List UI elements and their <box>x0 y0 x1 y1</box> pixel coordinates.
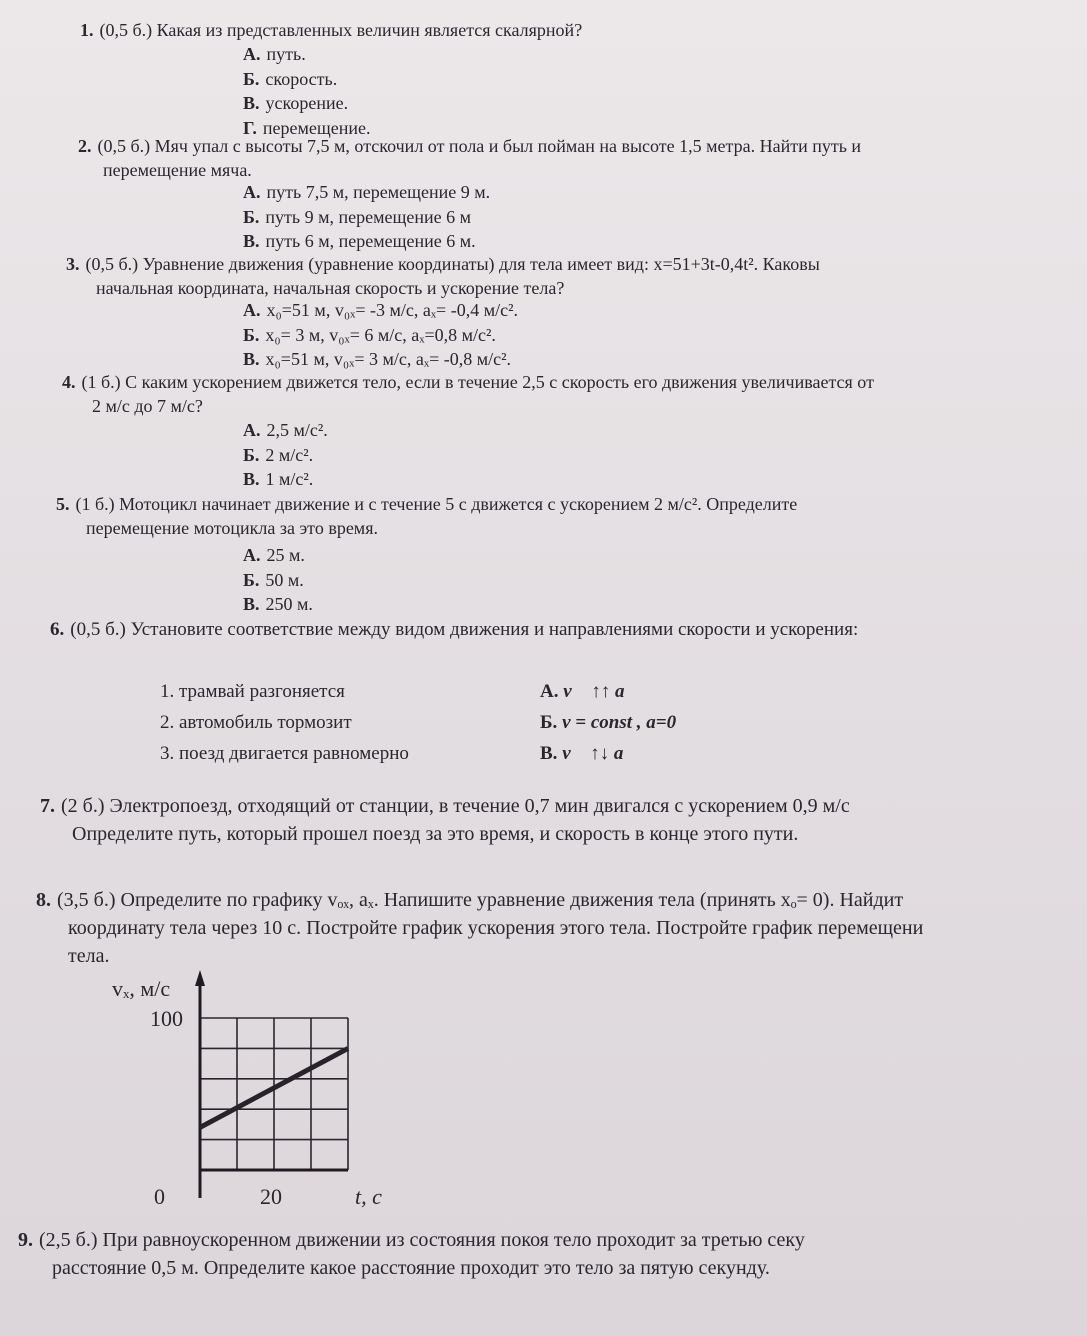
question-8 <box>36 886 923 970</box>
velocity-graph <box>110 960 410 1220</box>
question-text-cont: координату тела через 10 с. Постройте график ускорения этого тела. Постройте график перемещени <box>68 917 924 939</box>
y-tick-label: 100 <box>150 1006 183 1031</box>
question-text-cont: перемещение мотоцикла за это время. <box>86 518 378 538</box>
y-axis-label: vₓ, м/с <box>112 976 171 1001</box>
option[interactable]: А. путь. <box>243 44 306 64</box>
question-text-cont: Определите путь, который прошел поезд за это время, и скорость в конце этого пути. <box>72 823 799 845</box>
question-number: 6. <box>50 619 65 640</box>
question-number: 2. <box>78 136 92 156</box>
question-number: 1. <box>80 20 94 40</box>
grid <box>200 1018 348 1170</box>
origin-label: 0 <box>154 1184 165 1209</box>
question-text: (1 б.) С каким ускорением движется тело, если в течение 2,5 с скорость его движения увеличивается от <box>81 372 874 392</box>
question-number: 4. <box>62 372 76 392</box>
question-9 <box>18 1226 805 1282</box>
question-number: 8. <box>36 889 51 911</box>
question-7 <box>40 792 850 848</box>
question-number: 7. <box>40 795 55 817</box>
option[interactable]: В. ускорение. <box>243 93 349 113</box>
option[interactable]: А. x₀=51 м, v₀ₓ= -3 м/с, aₓ= -0,4 м/с². <box>243 300 518 320</box>
option[interactable]: А. путь 7,5 м, перемещение 9 м. <box>243 182 491 202</box>
question-text: (0,5 б.) Мяч упал с высоты 7,5 м, отскочил от пола и был пойман на высоте 1,5 метра. Найти путь и <box>97 136 862 156</box>
y-axis-arrow <box>195 970 205 986</box>
question-text-cont: перемещение мяча. <box>103 160 252 180</box>
match-item: 1. трамвай разгоняется <box>160 681 345 702</box>
question-number: 5. <box>56 494 70 514</box>
option[interactable]: Б. 50 м. <box>243 569 304 590</box>
option[interactable]: Б. путь 9 м, перемещение 6 м <box>243 206 471 227</box>
question-4-options <box>243 418 328 492</box>
x-tick-label: 20 <box>260 1184 282 1209</box>
question-text-cont: тела. <box>68 945 110 967</box>
option[interactable]: А. 2,5 м/с². <box>243 420 328 440</box>
option[interactable]: В. x₀=51 м, v₀ₓ= 3 м/с, aₓ= -0,8 м/с². <box>243 349 511 369</box>
match-option: А. v⃗ ↑↑ a⃗ <box>540 681 640 702</box>
question-2 <box>78 134 861 182</box>
question-number: 9. <box>18 1229 33 1251</box>
option[interactable]: Г. перемещение. <box>243 117 371 138</box>
option[interactable]: Б. x₀= 3 м, v₀ₓ= 6 м/с, aₓ=0,8 м/с². <box>243 324 496 345</box>
option[interactable]: Б. 2 м/с². <box>243 444 314 465</box>
question-6 <box>50 618 858 642</box>
match-right-column <box>540 676 676 769</box>
match-item: 3. поезд двигается равномерно <box>160 743 409 764</box>
question-text: (1 б.) Мотоцикл начинает движение и с течение 5 с движется с ускорением 2 м/с². Определите <box>75 494 798 514</box>
question-5-options <box>243 543 313 617</box>
question-text: (0,5 б.) Установите соответствие между видом движения и направлениями скорости и ускорения: <box>70 619 859 640</box>
match-option: В. v⃗ ↑↓ a⃗ <box>540 743 639 764</box>
question-4 <box>62 370 874 418</box>
question-1 <box>80 18 582 42</box>
question-1-options <box>243 42 371 140</box>
option[interactable]: Б. скорость. <box>243 68 338 89</box>
match-item: 2. автомобиль тормозит <box>160 712 352 733</box>
option[interactable]: А. 25 м. <box>243 545 305 565</box>
question-text: (2 б.) Электропоезд, отходящий от станции, в течение 0,7 мин двигался с ускорением 0,9 м/с <box>61 795 850 817</box>
question-3 <box>66 252 820 300</box>
question-number: 3. <box>66 254 80 274</box>
question-3-options <box>243 298 518 372</box>
match-option: Б. v = const , a=0 <box>540 712 677 733</box>
question-text-cont: расстояние 0,5 м. Определите какое расстояние проходит это тело за пятую секунду. <box>52 1257 770 1279</box>
question-text: (0,5 б.) Какая из представленных величин является скалярной? <box>99 20 583 40</box>
question-text: (2,5 б.) При равноускоренном движении из состояния покоя тело проходит за третью секу <box>39 1229 805 1251</box>
match-left-column <box>160 676 409 769</box>
x-axis-label: t, с <box>355 1184 382 1209</box>
question-text-cont: 2 м/с до 7 м/с? <box>92 396 203 416</box>
question-text: (3,5 б.) Определите по графику vₒₓ, aₓ. Напишите уравнение движения тела (принять xₒ= 0). Найдит <box>57 889 904 911</box>
option[interactable]: В. путь 6 м, перемещение 6 м. <box>243 231 476 251</box>
question-text: (0,5 б.) Уравнение движения (уравнение координаты) для тела имеет вид: x=51+3t-0,4t². Каковы <box>85 254 820 274</box>
option[interactable]: В. 1 м/с². <box>243 469 314 489</box>
question-2-options <box>243 180 490 254</box>
option[interactable]: В. 250 м. <box>243 594 313 614</box>
question-5 <box>56 492 797 540</box>
question-text-cont: начальная координата, начальная скорость и ускорение тела? <box>96 278 565 298</box>
